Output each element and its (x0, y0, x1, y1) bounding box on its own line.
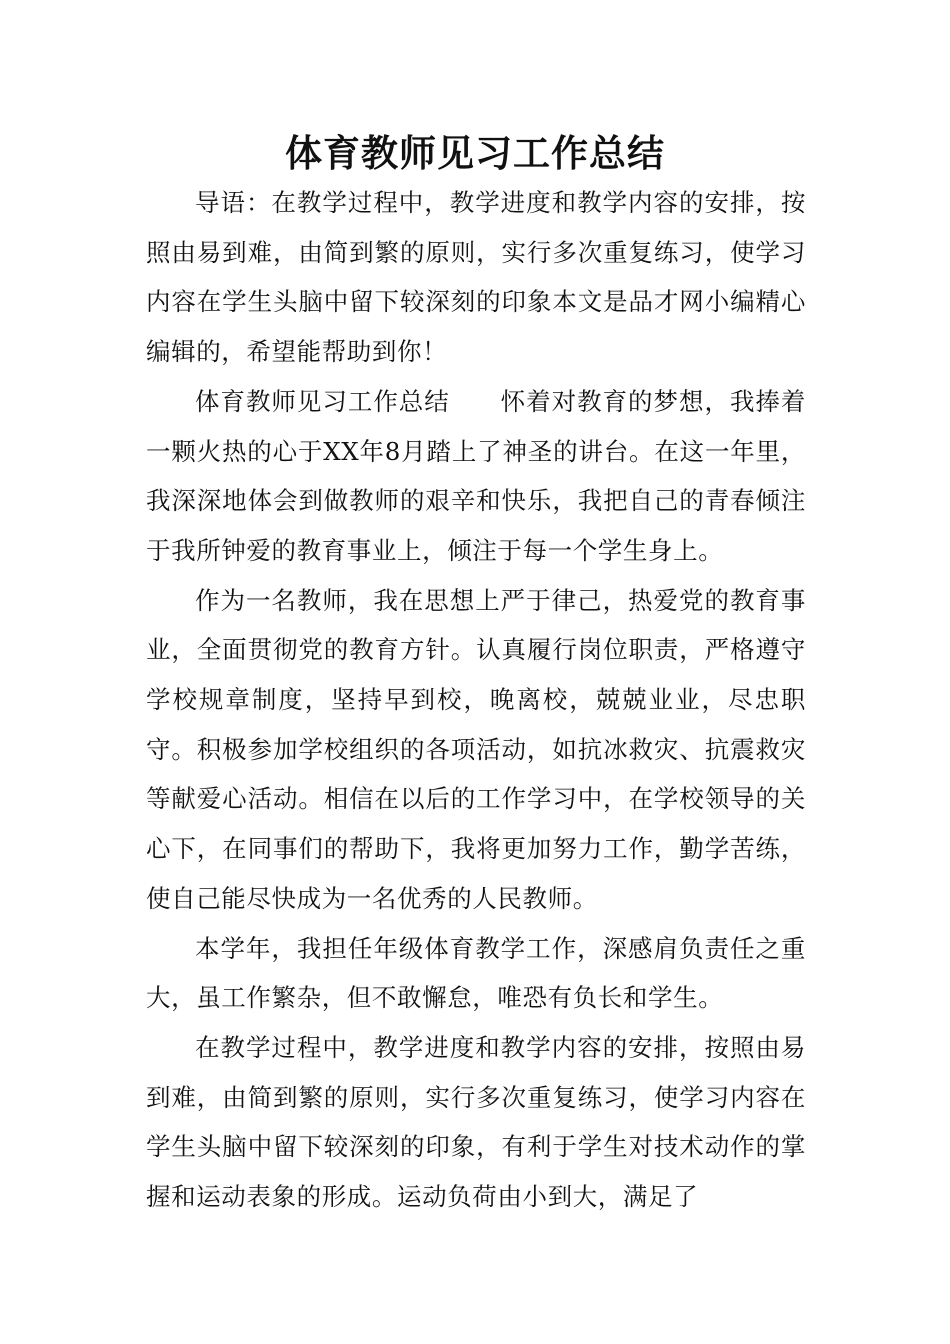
paragraph-duties: 本学年，我担任年级体育教学工作，深感肩负责任之重大，虽工作繁杂，但不敢懈怠，唯恐有负长和学生。 (146, 933, 806, 1013)
document-title: 体育教师见习工作总结 (285, 131, 665, 175)
paragraph-opening: 体育教师见习工作总结 怀着对教育的梦想，我捧着一颗火热的心于XX年8月踏上了神圣的讲台。在这一年里，我深深地体会到做教师的艰辛和快乐，我把自己的青春倾注于我所钟爱的教育事业上，倾注于每一个学生身上。 (146, 386, 806, 565)
paragraph-teaching: 在教学过程中，教学进度和教学内容的安排，按照由易到难，由简到繁的原则，实行多次重复练习，使学习内容在学生头脑中留下较深刻的印象，有利于学生对技术动作的掌握和运动表象的形成。运动负荷由小到大，满足了 (146, 1032, 806, 1212)
document-body (146, 178, 806, 1222)
paragraph-conduct: 作为一名教师，我在思想上严于律己，热爱党的教育事业，全面贯彻党的教育方针。认真履行岗位职责，严格遵守学校规章制度，坚持早到校，晚离校，兢兢业业，尽忠职守。积极参加学校组织的各项活动，如抗冰救灾、抗震救灾等献爱心活动。相信在以后的工作学习中，在学校领导的关心下，在同事们的帮助下，我将更加努力工作，勤学苦练，使自己能尽快成为一名优秀的人民教师。 (146, 585, 806, 913)
paragraph-intro: 导语：在教学过程中，教学进度和教学内容的安排，按照由易到难，由简到繁的原则，实行多次重复练习，使学习内容在学生头脑中留下较深刻的印象本文是品才网小编精心编辑的，希望能帮助到你！ (146, 188, 806, 367)
